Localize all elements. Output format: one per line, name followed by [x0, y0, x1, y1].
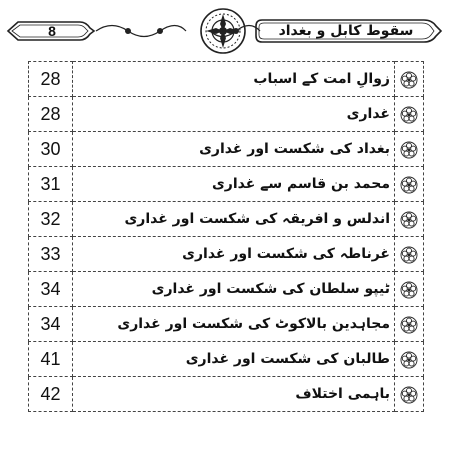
medallion-ornament-icon	[201, 9, 245, 53]
table-of-contents	[28, 61, 424, 412]
flower-bullet-icon	[400, 71, 418, 89]
toc-row[interactable]	[29, 342, 424, 377]
flower-bullet-icon	[400, 281, 418, 299]
toc-row[interactable]	[29, 237, 424, 272]
toc-row[interactable]	[29, 272, 424, 307]
toc-bullet	[395, 342, 424, 377]
toc-page-number: 30	[29, 132, 73, 167]
toc-title: مجاہدین بالاکوٹ کی شکست اور غداری	[73, 307, 395, 342]
toc-bullet	[395, 202, 424, 237]
flower-bullet-icon	[400, 141, 418, 159]
toc-title: محمد بن قاسم سے غداری	[73, 167, 395, 202]
flower-bullet-icon	[400, 246, 418, 264]
toc-page-number: 32	[29, 202, 73, 237]
toc-bullet	[395, 272, 424, 307]
toc-title: غرناطہ کی شکست اور غداری	[73, 237, 395, 272]
toc-bullet	[395, 167, 424, 202]
toc-row[interactable]	[29, 97, 424, 132]
toc-title: زوالِ امت کے اسباب	[73, 62, 395, 97]
page-header	[0, 0, 449, 56]
toc-page-number: 31	[29, 167, 73, 202]
toc-row[interactable]	[29, 62, 424, 97]
toc-title: باہمی اختلاف	[73, 377, 395, 412]
toc-page-number: 42	[29, 377, 73, 412]
flower-bullet-icon	[400, 386, 418, 404]
flower-bullet-icon	[400, 176, 418, 194]
toc-bullet	[395, 132, 424, 167]
toc-page-number: 34	[29, 307, 73, 342]
page-number: 8	[48, 23, 56, 39]
toc-page-number: 34	[29, 272, 73, 307]
flower-bullet-icon	[400, 211, 418, 229]
toc-row[interactable]	[29, 167, 424, 202]
flower-bullet-icon	[400, 106, 418, 124]
toc-bullet	[395, 307, 424, 342]
toc-bullet	[395, 62, 424, 97]
toc-page-number: 41	[29, 342, 73, 377]
toc-title: بغداد کی شکست اور غداری	[73, 132, 395, 167]
toc-bullet	[395, 377, 424, 412]
toc-title: غداری	[73, 97, 395, 132]
book-title: سقوط کابل و بغداد	[278, 23, 414, 39]
flower-bullet-icon	[400, 351, 418, 369]
toc-bullet	[395, 97, 424, 132]
flower-bullet-icon	[400, 316, 418, 334]
toc-title: اندلس و افریقہ کی شکست اور غداری	[73, 202, 395, 237]
toc-title: ٹیپو سلطان کی شکست اور غداری	[73, 272, 395, 307]
toc-page-number: 33	[29, 237, 73, 272]
toc-row[interactable]	[29, 377, 424, 412]
toc-title: طالبان کی شکست اور غداری	[73, 342, 395, 377]
toc-row[interactable]	[29, 202, 424, 237]
toc-bullet	[395, 237, 424, 272]
toc-page-number: 28	[29, 62, 73, 97]
toc-page-number: 28	[29, 97, 73, 132]
toc-row[interactable]	[29, 307, 424, 342]
toc-row[interactable]	[29, 132, 424, 167]
